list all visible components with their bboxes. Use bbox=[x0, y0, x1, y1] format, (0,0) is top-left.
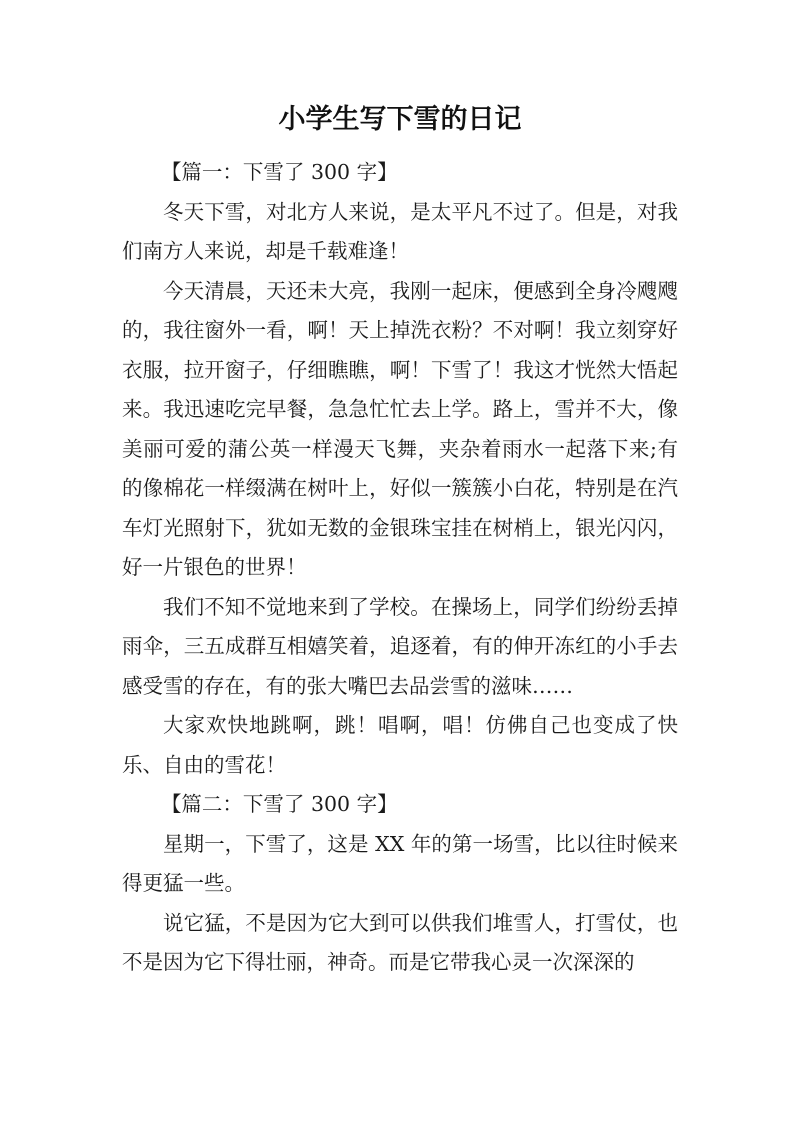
document-body bbox=[122, 153, 678, 983]
document-title: 小学生写下雪的日记 bbox=[278, 104, 522, 135]
section-heading-1: 【篇一：下雪了 300 字】 bbox=[160, 160, 398, 184]
paragraph: 说它猛，不是因为它大到可以供我们堆雪人，打雪仗，也不是因为它下得壮丽，神奇。而是它带我心灵一次深深的 bbox=[122, 910, 678, 974]
paragraph: 我们不知不觉地来到了学校。在操场上，同学们纷纷丢掉雨伞，三五成群互相嬉笑着，追逐着，有的伸开冻红的小手去感受雪的存在，有的张大嘴巴去品尝雪的滋味…… bbox=[122, 594, 678, 698]
section-heading-2: 【篇二：下雪了 300 字】 bbox=[160, 792, 398, 816]
paragraph: 星期一，下雪了，这是 XX 年的第一场雪，比以往时候来得更猛一些。 bbox=[122, 831, 678, 895]
paragraph: 今天清晨，天还未大亮，我刚一起床，便感到全身冷飕飕的，我往窗外一看，啊！天上掉洗衣粉？不对啊！我立刻穿好衣服，拉开窗子，仔细瞧瞧，啊！下雪了！我这才恍然大悟起来。我迅速吃完早餐，急急忙忙去上学。路上，雪并不大，像美丽可爱的蒲公英一样漫天飞舞，夹杂着雨水一起落下来;有的像棉花一样缀满在树叶上，好似一簇簇小白花，特别是在汽车灯光照射下，犹如无数的金银珠宝挂在树梢上，银光闪闪，好一片银色的世界！ bbox=[122, 278, 678, 579]
paragraph: 大家欢快地跳啊，跳！唱啊，唱！仿佛自己也变成了快乐、自由的雪花！ bbox=[122, 713, 678, 777]
paragraph: 冬天下雪，对北方人来说，是太平凡不过了。但是，对我们南方人来说，却是千载难逢！ bbox=[122, 199, 678, 263]
